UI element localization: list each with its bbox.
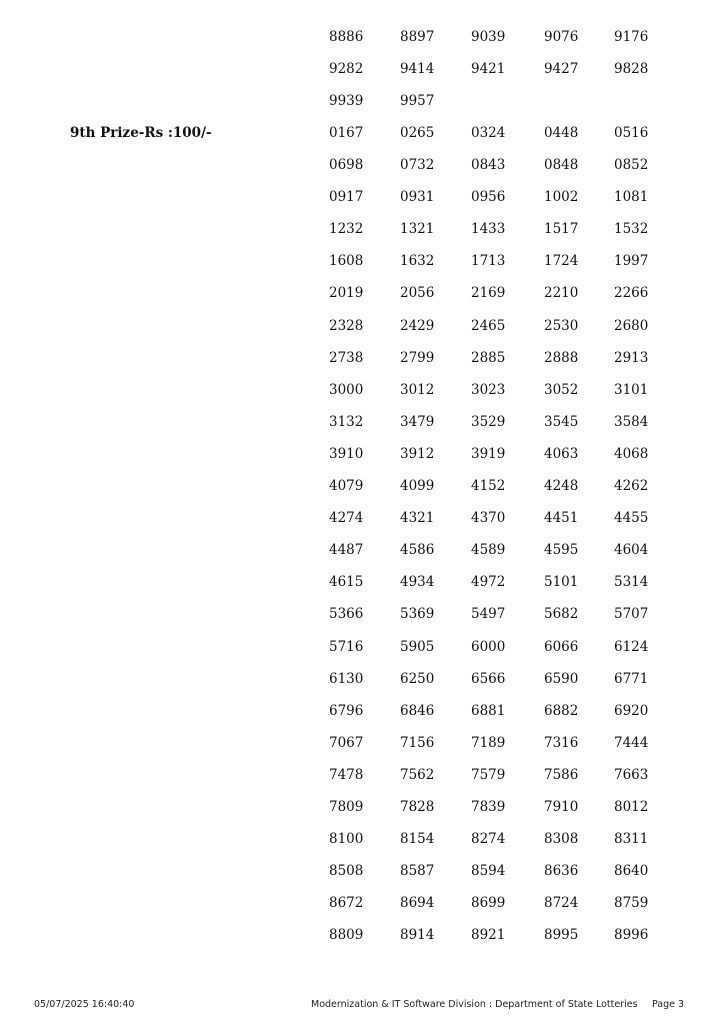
ticket-number: 1713 [471,253,506,270]
ticket-number: 2169 [471,285,506,302]
ticket-number: 1532 [614,221,649,238]
ticket-number: 2465 [471,317,506,334]
ticket-number: 3132 [329,413,364,430]
ticket-number: 8274 [471,831,506,848]
ticket-number: 3012 [400,381,435,398]
ticket-number: 7478 [329,766,364,783]
ticket-number: 2210 [544,285,579,302]
ticket-number: 4586 [400,542,435,559]
ticket-number: 4615 [329,574,364,591]
ticket-number: 0843 [471,157,506,174]
ticket-number: 4595 [544,542,579,559]
ticket-number: 6881 [471,702,506,719]
page-footer [0,999,724,1015]
ticket-number: 2266 [614,285,649,302]
ticket-number: 4152 [471,478,506,495]
ticket-number: 8012 [614,798,649,815]
ticket-number: 8897 [400,29,435,45]
ticket-number: 8154 [400,831,435,848]
ticket-number: 9039 [471,29,506,45]
ticket-number: 5366 [329,606,364,623]
ticket-number: 9939 [329,93,364,110]
ticket-number: 4604 [614,542,649,559]
ticket-number: 6590 [544,670,579,687]
ticket-number: 5369 [400,606,435,623]
ticket-number: 3910 [329,445,364,462]
ticket-number: 2429 [400,317,435,334]
ticket-number: 9421 [471,61,506,78]
ticket-number: 8587 [400,863,435,880]
ticket-number: 1321 [400,221,435,238]
ticket-number: 7189 [471,734,506,751]
ticket-number: 9414 [400,61,435,78]
ticket-number: 2888 [544,349,579,366]
ticket-number: 8996 [614,927,649,944]
ticket-number: 8759 [614,895,649,912]
ticket-number: 6882 [544,702,579,719]
ticket-number: 8672 [329,895,364,912]
ticket-number: 3919 [471,445,506,462]
ticket-number: 3545 [544,413,579,430]
ticket-number: 4370 [471,510,506,527]
ticket-number: 8636 [544,863,579,880]
ticket-number: 4487 [329,542,364,559]
ticket-number: 3479 [400,413,435,430]
ticket-number: 7809 [329,798,364,815]
ticket-number: 7663 [614,766,649,783]
ticket-number: 4079 [329,478,364,495]
ticket-number: 5314 [614,574,649,591]
ticket-number: 4455 [614,510,649,527]
ticket-number: 3023 [471,381,506,398]
ticket-number: 0956 [471,189,506,206]
ticket-number: 4248 [544,478,579,495]
ticket-number: 2738 [329,349,364,366]
ticket-number: 7444 [614,734,649,751]
ticket-number: 0732 [400,157,435,174]
ticket-number: 2019 [329,285,364,302]
ticket-number: 4934 [400,574,435,591]
ticket-number: 6000 [471,638,506,655]
ticket-number: 2328 [329,317,364,334]
ticket-number: 7586 [544,766,579,783]
ticket-number: 4451 [544,510,579,527]
ticket-number: 8640 [614,863,649,880]
ticket-number: 4068 [614,445,649,462]
ticket-number: 3000 [329,381,364,398]
ticket-number: 5497 [471,606,506,623]
footer-page-number: Page 3 [652,999,685,1010]
ticket-number: 1608 [329,253,364,270]
ticket-number: 9076 [544,29,579,45]
ticket-number: 4262 [614,478,649,495]
ticket-number: 8699 [471,895,506,912]
ticket-number: 5716 [329,638,364,655]
ticket-number: 3052 [544,381,579,398]
ticket-number: 0167 [329,125,364,141]
ticket-number: 4274 [329,510,364,527]
ticket-number: 0516 [614,125,649,141]
ticket-number: 9282 [329,61,364,78]
ticket-number: 6796 [329,702,364,719]
ticket-number: 7562 [400,766,435,783]
ticket-number: 6130 [329,670,364,687]
ticket-number: 0448 [544,125,579,141]
ticket-number: 8995 [544,927,579,944]
ticket-number: 8809 [329,927,364,944]
ticket-number: 2530 [544,317,579,334]
ticket-number: 1724 [544,253,579,270]
ticket-number: 7579 [471,766,506,783]
ticket-number: 2799 [400,349,435,366]
prize-label: 9th Prize-Rs :100/- [70,125,212,141]
ticket-number: 9176 [614,29,649,45]
ticket-number: 1997 [614,253,649,270]
ticket-number: 4063 [544,445,579,462]
ticket-number: 7316 [544,734,579,751]
ticket-number: 8100 [329,831,364,848]
ticket-number: 4321 [400,510,435,527]
ticket-number: 5905 [400,638,435,655]
ticket-number: 3584 [614,413,649,430]
ticket-number: 8921 [471,927,506,944]
ticket-number: 6566 [471,670,506,687]
ticket-number: 1081 [614,189,649,206]
ticket-number: 2056 [400,285,435,302]
ticket-number: 8724 [544,895,579,912]
ticket-number: 1632 [400,253,435,270]
ticket-number: 7067 [329,734,364,751]
ticket-number: 7828 [400,798,435,815]
ticket-number: 6250 [400,670,435,687]
ticket-number: 5707 [614,606,649,623]
ticket-number: 5682 [544,606,579,623]
ticket-number: 0852 [614,157,649,174]
ticket-number: 0265 [400,125,435,141]
ticket-number: 8594 [471,863,506,880]
ticket-number: 4099 [400,478,435,495]
ticket-number: 2680 [614,317,649,334]
ticket-number: 8914 [400,927,435,944]
footer-division: Modernization & IT Software Division : Department of State Lotteries [311,999,638,1010]
ticket-number: 1002 [544,189,579,206]
ticket-number: 3912 [400,445,435,462]
ticket-number: 4972 [471,574,506,591]
ticket-number: 6920 [614,702,649,719]
ticket-number: 2885 [471,349,506,366]
footer-datetime: 05/07/2025 16:40:40 [34,999,135,1010]
ticket-number: 6771 [614,670,649,687]
ticket-number: 3529 [471,413,506,430]
ticket-number: 6124 [614,638,649,655]
ticket-number: 4589 [471,542,506,559]
ticket-number: 0917 [329,189,364,206]
ticket-number: 9828 [614,61,649,78]
ticket-number: 1232 [329,221,364,238]
ticket-number: 7156 [400,734,435,751]
ticket-number: 9957 [400,93,435,110]
ticket-number: 3101 [614,381,649,398]
ticket-number: 0931 [400,189,435,206]
ticket-number: 5101 [544,574,579,591]
ticket-number: 8508 [329,863,364,880]
ticket-number: 8886 [329,29,364,45]
ticket-number: 8311 [614,831,649,848]
ticket-number: 6846 [400,702,435,719]
ticket-number: 9427 [544,61,579,78]
ticket-number: 7910 [544,798,579,815]
ticket-number: 7839 [471,798,506,815]
ticket-number: 0324 [471,125,506,141]
ticket-number: 6066 [544,638,579,655]
ticket-number: 0698 [329,157,364,174]
ticket-number: 8694 [400,895,435,912]
ticket-number: 1433 [471,221,506,238]
ticket-number: 2913 [614,349,649,366]
ticket-number: 8308 [544,831,579,848]
ticket-number: 0848 [544,157,579,174]
ticket-number: 1517 [544,221,579,238]
